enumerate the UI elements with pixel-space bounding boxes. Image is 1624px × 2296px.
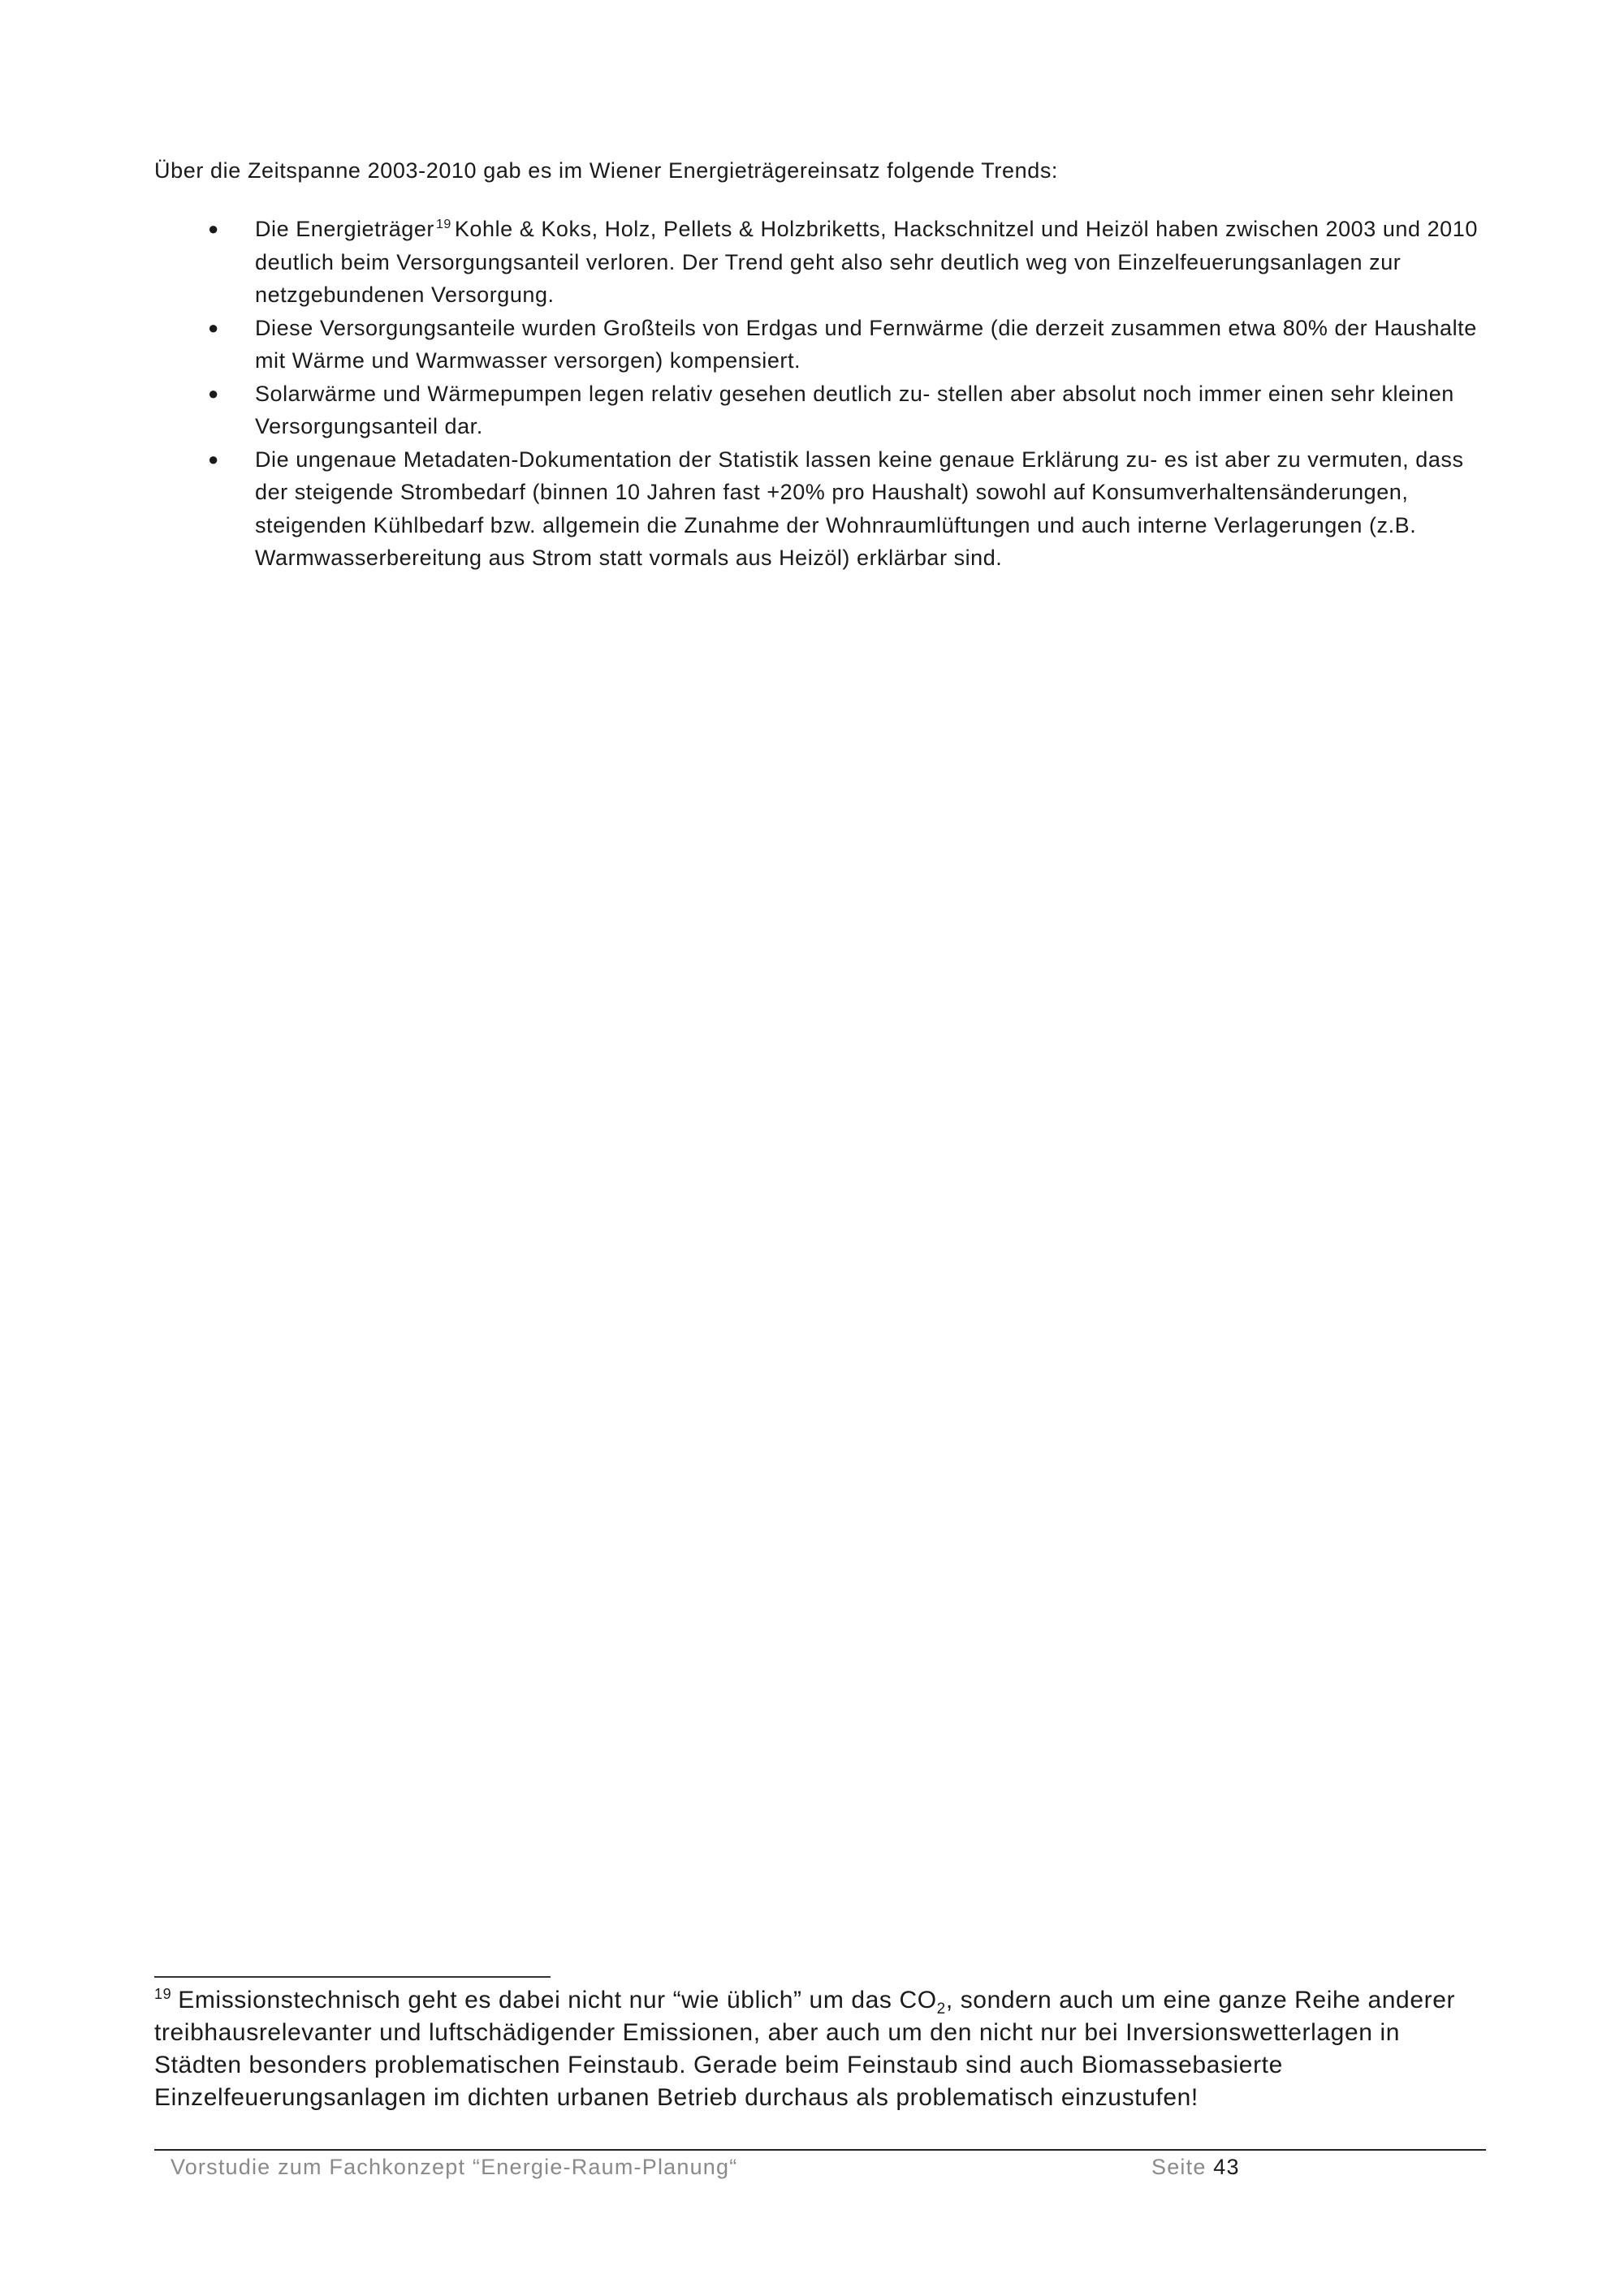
list-item-text: Die ungenaue Metadaten-Dokumentation der Statistik lassen keine genaue Erklärung zu- es ist aber zu vermuten, dass der steigende Strombedarf (binnen 10 Jahren fast +20% pro Haushalt) sowohl auf Konsumverhaltensänderungen, steigenden Kühlbedarf bzw. allgemein die Zunahme der Wohnraumlüftungen und auch interne Verlagerungen (z.B. Warmwasserbereitung aus Strom statt vormals aus Heizöl) erklärbar sind. [255,447,1464,570]
footer-page-info [1151,2153,1240,2181]
footnote [154,1984,1486,2114]
list-item [154,378,1486,443]
bullet-icon: ● [208,448,219,469]
list-item [154,213,1486,312]
list-item-text: Diese Versorgungsanteile wurden Großteils von Erdgas und Fernwärme (die derzeit zusammen etwa 80% der Haushalte mit Wärme und Warmwasser versorgen) kompensiert. [255,315,1477,373]
intro-paragraph: Über die Zeitspanne 2003-2010 gab es im Wiener Energieträgereinsatz folgende Trends: [154,158,1059,183]
bullet-icon: ● [208,382,219,404]
list-item-text: Solarwärme und Wärmepumpen legen relativ gesehen deutlich zu- stellen aber absolut noch immer einen sehr kleinen Versorgungsanteil dar. [255,381,1454,438]
footer-title: Vorstudie zum Fachkonzept “Energie-Raum-Planung“ [171,2155,738,2179]
footer-separator [154,2149,1486,2151]
bullet-icon: ● [208,218,219,239]
footnote-separator [154,1976,551,1978]
footnote-subscript: 2 [936,2000,946,2018]
list-item [154,312,1486,378]
page-label: Seite [1151,2155,1207,2179]
footnote-number: 19 [154,1986,172,2002]
bullet-icon: ● [208,317,219,338]
footnote-reference[interactable]: 19 [435,218,451,231]
trend-list [154,213,1486,575]
page-number: 43 [1213,2155,1240,2179]
list-item [154,443,1486,575]
list-item-text: Kohle & Koks, Holz, Pellets & Holzbriketts, Hackschnitzel und Heizöl haben zwischen 2003 und 2010 deutlich beim Versorgungsanteil verloren. Der Trend geht also sehr deutlich weg von Einzelfeuerungsanlagen zur netzgebundenen Versorgung. [255,217,1478,307]
footnote-text: , sondern auch um eine ganze Reihe anderer treibhausrelevanter und luftschädigender Emissionen, aber auch um den nicht nur bei Inversionswetterlagen in Städten besonders problematischen Feinstaub. Gerade beim Feinstaub sind auch Biomassebasierte Einzelfeuerungsanlagen im dichten urbanen Betrieb durchaus als problematisch einzustufen! [154,1987,1456,2111]
footnote-text: Emissionstechnisch geht es dabei nicht nur “wie üblich” um das CO [178,1987,937,2013]
list-item-text: Die Energieträger [255,217,434,241]
